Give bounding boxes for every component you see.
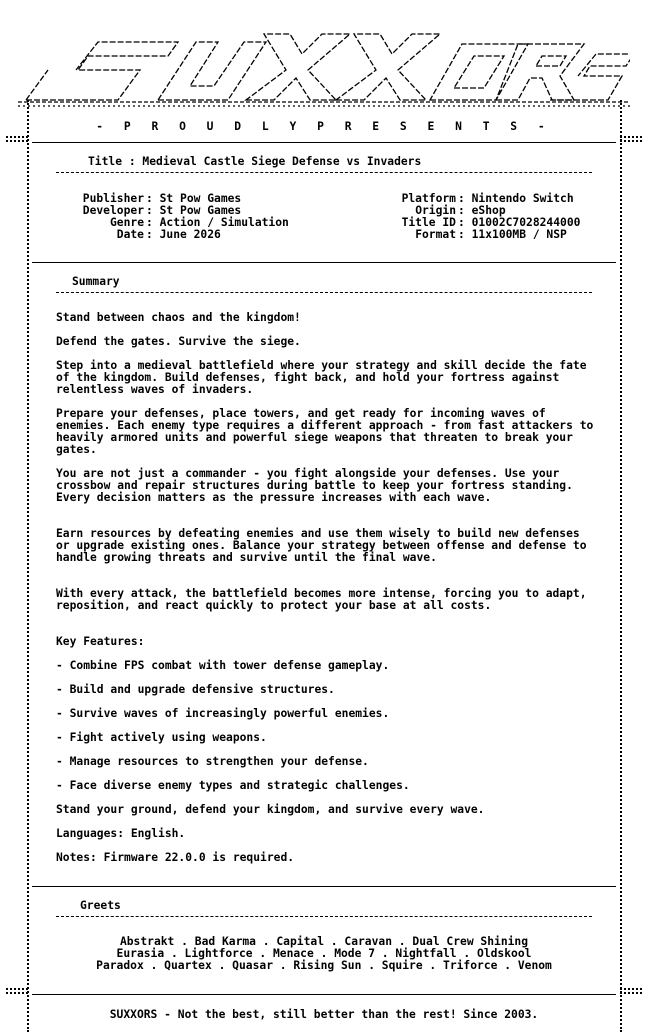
summary-paragraph: Stand between chaos and the kingdom!	[56, 311, 301, 324]
feature-item: - Manage resources to strengthen your defense.	[56, 755, 369, 768]
summary-paragraph: With every attack, the battlefield becomes more intense, forcing you to adapt, reposition, and react quickly to protect your base at all costs.	[56, 587, 587, 612]
meta-key-title-id: Title ID	[401, 216, 456, 229]
languages-line: Languages: English.	[56, 827, 186, 840]
key-features-heading: Key Features:	[56, 635, 145, 648]
frame-left-border	[27, 100, 29, 1032]
meta-value-format: 11x100MB / NSP	[471, 228, 567, 241]
summary-heading: Summary	[72, 275, 120, 288]
footer-tagline: SUXXORS - Not the best, still better than the rest! Since 2003.	[109, 1008, 539, 1021]
presents-banner: - P R O U D L Y P R E S E N T S -	[96, 120, 552, 133]
summary-paragraph: Stand your ground, defend your kingdom, and survive every wave.	[56, 803, 485, 816]
side-marker-left	[6, 136, 28, 144]
title-label: Title	[88, 155, 123, 168]
summary-paragraph: You are not just a commander - you fight alongside your defenses. Use your crossbow and repair structures during battle to keep your fortress standing. Every decision matters as the pressure increases with each wave.	[56, 467, 573, 504]
dashed-divider	[56, 916, 592, 917]
feature-item: - Survive waves of increasingly powerful enemies.	[56, 707, 390, 720]
meta-key-origin: Origin	[415, 204, 456, 217]
feature-item: - Face diverse enemy types and strategic challenges.	[56, 779, 410, 792]
feature-item: - Combine FPS combat with tower defense gameplay.	[56, 659, 390, 672]
summary-paragraph: Step into a medieval battlefield where your strategy and skill decide the fate of the kingdom. Build defenses, fight back, and hold your fortress against relentless waves of invaders.	[56, 359, 587, 396]
meta-value-publisher: St Pow Games	[159, 192, 242, 205]
summary-paragraph: Prepare your defenses, place towers, and get ready for incoming waves of enemies. Each enemy type requires a different approach - from fast attackers to heavily armored units and powerful siege weapons that threaten to break your gates.	[56, 407, 594, 456]
meta-key-publisher: Publisher	[82, 192, 144, 205]
meta-key-developer: Developer	[82, 204, 144, 217]
meta-key-platform: Platform	[401, 192, 456, 205]
meta-key-genre: Genre	[109, 216, 144, 229]
summary-paragraph: Earn resources by defeating enemies and use them wisely to build new defenses or upgrade existing ones. Balance your strategy between offense and defense to handle growing threats and survive until the final wave.	[56, 527, 587, 564]
greets-heading: Greets	[80, 899, 121, 912]
dashed-divider	[56, 292, 592, 293]
release-title-line: Title : Medieval Castle Siege Defense vs Invaders	[88, 155, 422, 168]
divider	[32, 262, 616, 263]
notes-line: Notes: Firmware 22.0.0 is required.	[56, 851, 295, 864]
meta-value-title-id: 01002C7028244000	[471, 216, 581, 229]
frame-right-border	[620, 100, 622, 1032]
greets-line: Paradox . Quartex . Quasar . Rising Sun . Squire . Triforce . Venom	[96, 959, 552, 972]
side-marker-right	[620, 136, 642, 144]
release-title: Medieval Castle Siege Defense vs Invaders	[142, 155, 422, 168]
greets-line: Abstrakt . Bad Karma . Capital . Caravan . Dual Crew Shining	[119, 935, 529, 948]
side-marker-left	[6, 988, 28, 996]
meta-key-date: Date	[116, 228, 144, 241]
meta-value-developer: St Pow Games	[159, 204, 242, 217]
side-marker-right	[620, 988, 642, 996]
divider	[32, 142, 616, 143]
summary-paragraph: Defend the gates. Survive the siege.	[56, 335, 301, 348]
suxxors-logo	[18, 14, 630, 110]
feature-item: - Build and upgrade defensive structures.	[56, 683, 335, 696]
greets-line: Eurasia . Lightforce . Menace . Mode 7 . Nightfall . Oldskool	[116, 947, 532, 960]
meta-value-date: June 2026	[159, 228, 221, 241]
dashed-divider	[56, 172, 592, 173]
divider	[32, 886, 616, 887]
meta-value-platform: Nintendo Switch	[471, 192, 574, 205]
meta-value-genre: Action / Simulation	[159, 216, 289, 229]
meta-key-format: Format	[415, 228, 456, 241]
feature-item: - Fight actively using weapons.	[56, 731, 267, 744]
meta-value-origin: eShop	[471, 204, 506, 217]
divider	[32, 994, 616, 995]
